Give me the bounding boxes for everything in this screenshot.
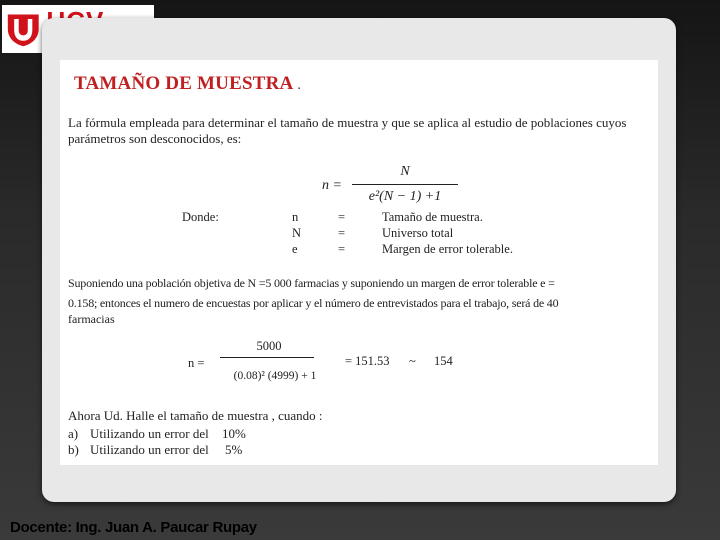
formula-fraction-bar [352,184,458,185]
footer-author: Docente: Ing. Juan A. Paucar Rupay [10,519,257,536]
calc-denominator: (0.08)² (4999) + 1 [233,370,317,382]
intro-line-2: parámetros son desconocidos, es: [68,131,242,146]
calc-lhs: n = [188,356,205,370]
calc-numerator: 5000 [256,339,282,353]
task-a-text: Utilizando un error del [90,426,209,441]
assume-line-1: Suponiendo una población objetiva de N =5 000 farmacias y suponiendo un margen de error tolerable e = [68,276,555,290]
task-a-value: 10% [222,426,246,441]
assume-line-2: 0.158; entonces el numero de encuestas por aplicar y el número de entrevistados para el trabajo, será de 40 [68,296,559,310]
assume-line-3: farmacias [68,312,115,326]
def-eq-N: = [338,226,346,240]
formula-denominator: e²(N − 1) +1 [368,189,442,204]
def-symbol-n: n [292,210,299,224]
def-eq-n: = [338,210,346,224]
task-b-text: Utilizando un error del [90,442,209,457]
def-meaning-n: Tamaño de muestra. [382,210,483,224]
calc-result: = 151.53 [345,354,390,368]
where-label: Donde: [182,210,219,224]
ucv-emblem-icon [6,9,41,49]
formula-lhs: n = [322,178,342,193]
calc-rounded: 154 [434,354,453,368]
def-eq-e: = [338,242,346,256]
def-meaning-e: Margen de error tolerable. [382,242,513,256]
task-b-value: 5% [225,442,243,457]
task-a-marker: a) [68,426,79,441]
task-b-marker: b) [68,442,79,457]
formula-numerator: N [400,164,410,179]
task-line: Ahora Ud. Halle el tamaño de muestra , cuando : [68,408,323,423]
slide-content [60,60,658,465]
sample-size-formula [322,162,462,212]
calc-approx: ~ [409,354,416,368]
def-meaning-N: Universo total [382,226,454,240]
calc-fraction-bar [220,357,314,358]
slide-title: TAMAÑO DE MUESTRA . [74,73,302,94]
intro-line-1: La fórmula empleada para determinar el tamaño de muestra y que se aplica al estudio de poblaciones cuyos [68,115,627,130]
def-symbol-N: N [292,226,302,240]
def-symbol-e: e [292,242,298,256]
